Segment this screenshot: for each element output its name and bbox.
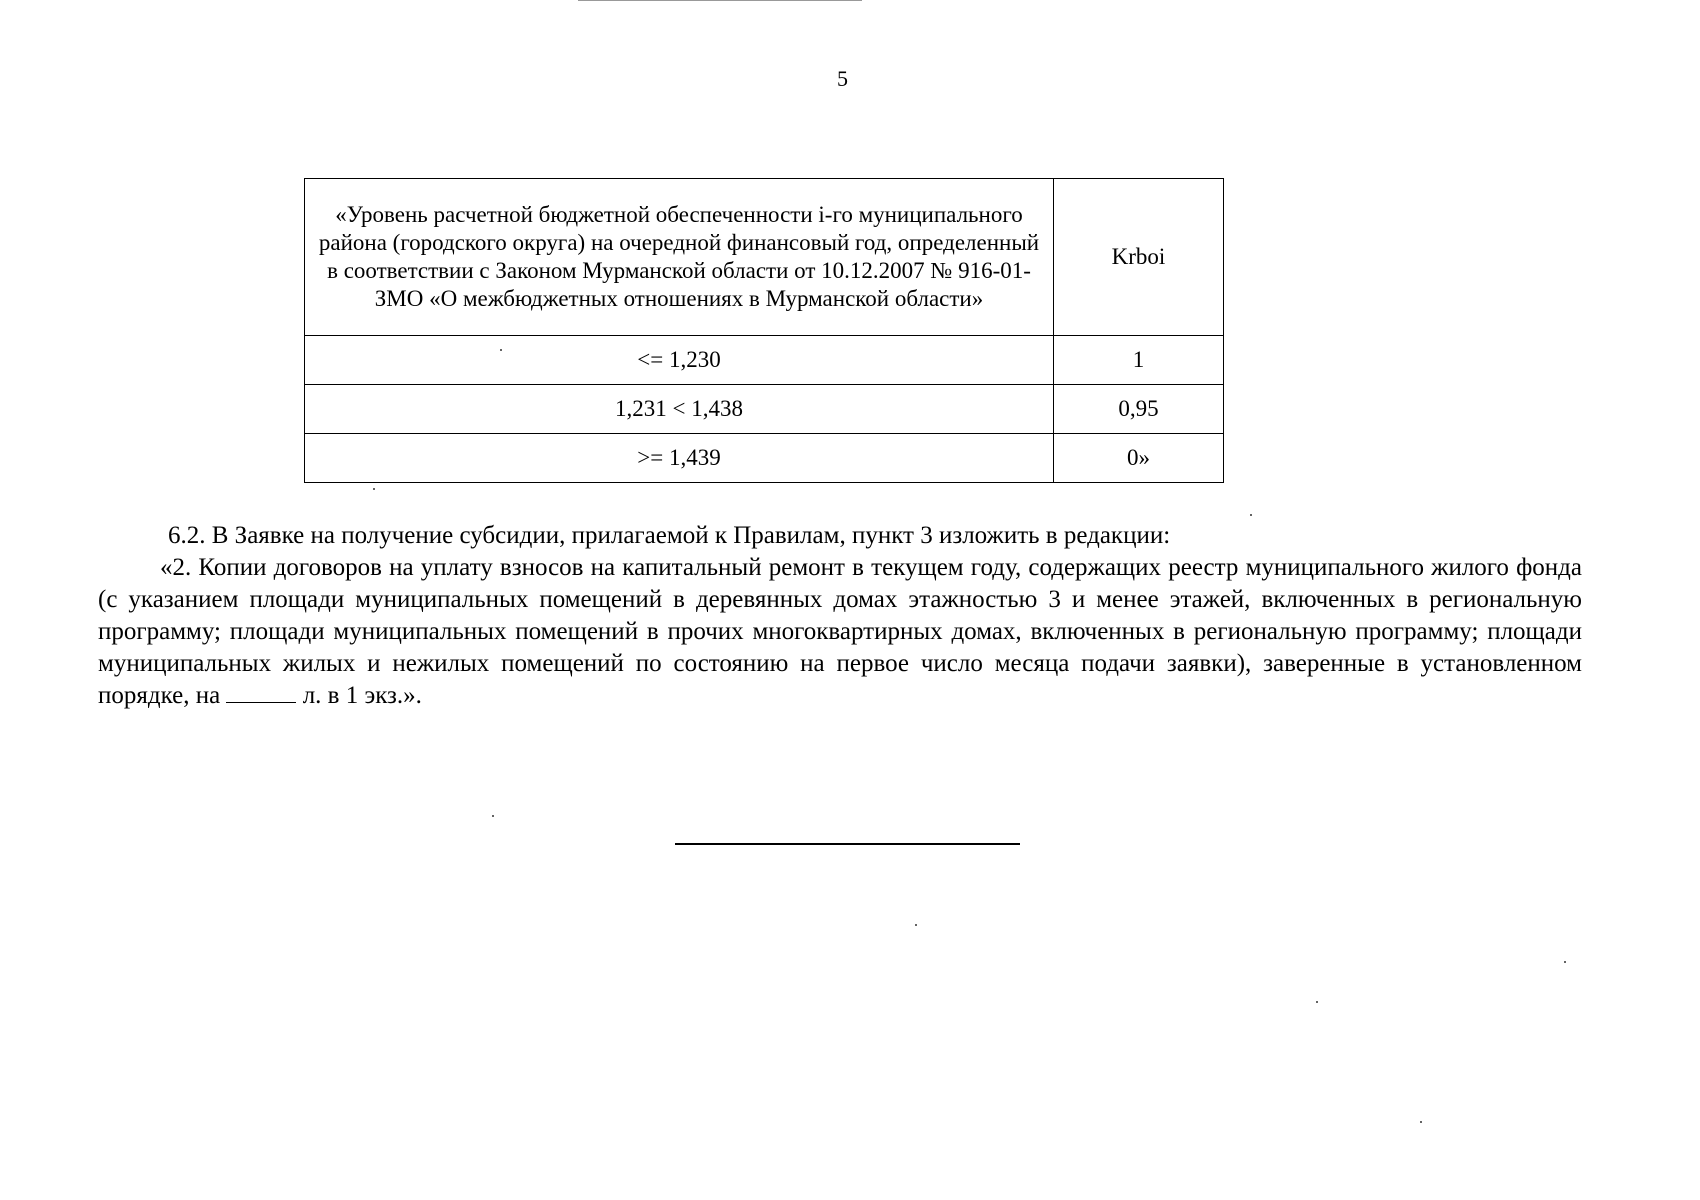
header-coefficient-cell: Krboi xyxy=(1054,179,1224,336)
level-cell: >= 1,439 xyxy=(305,434,1054,483)
closing-rule xyxy=(675,843,1020,845)
table-row xyxy=(305,336,1224,385)
value-cell: 0,95 xyxy=(1054,385,1224,434)
paragraph-6-2: 6.2. В Заявке на получение субсидии, прилагаемой к Правилам, пункт 3 изложить в редакции: xyxy=(168,522,1171,549)
scan-speck xyxy=(492,815,494,817)
table-row xyxy=(305,385,1224,434)
table-row xyxy=(305,434,1224,483)
scan-speck xyxy=(500,349,502,351)
table-header-row xyxy=(305,179,1224,336)
scan-speck xyxy=(1420,1121,1422,1123)
page-count-blank xyxy=(226,680,296,703)
level-cell: <= 1,230 xyxy=(305,336,1054,385)
scan-speck xyxy=(915,924,917,926)
scan-speck xyxy=(1250,514,1252,516)
scan-speck xyxy=(1316,1001,1318,1003)
page-number: 5 xyxy=(837,66,848,91)
scan-speck xyxy=(373,488,375,490)
header-criterion-cell: «Уровень расчетной бюджетной обеспеченности i-го муниципального района (городского округа) на очередной финансовый год, определенный в соответствии с Законом Мурманской области от 10.12.2007 № 916-01-ЗМО «О межбюджетных отношениях в Мурманской области» xyxy=(305,179,1054,336)
top-rule xyxy=(578,0,862,1)
scan-speck xyxy=(1564,961,1566,963)
coefficient-table xyxy=(304,178,1224,483)
paragraph-item-2-text: «2. Копии договоров на уплату взносов на капитальный ремонт в текущем году, содержащих реестр муниципального жилого фонда (с указанием площади муниципальных помещений в деревянных домах этажностью 3 и менее этажей, включенных в региональную программу; площади муниципальных помещений в прочих многоквартирных домах, включенных в региональную программу; площади муниципальных жилых и нежилых помещений по состоянию на первое число месяца подачи заявки), заверенные в установленном порядке, на xyxy=(98,554,1582,709)
value-cell: 0» xyxy=(1054,434,1224,483)
value-cell: 1 xyxy=(1054,336,1224,385)
level-cell: 1,231 < 1,438 xyxy=(305,385,1054,434)
paragraph-item-2 xyxy=(98,552,1582,712)
paragraph-item-2-tail: л. в 1 экз.». xyxy=(302,682,422,709)
